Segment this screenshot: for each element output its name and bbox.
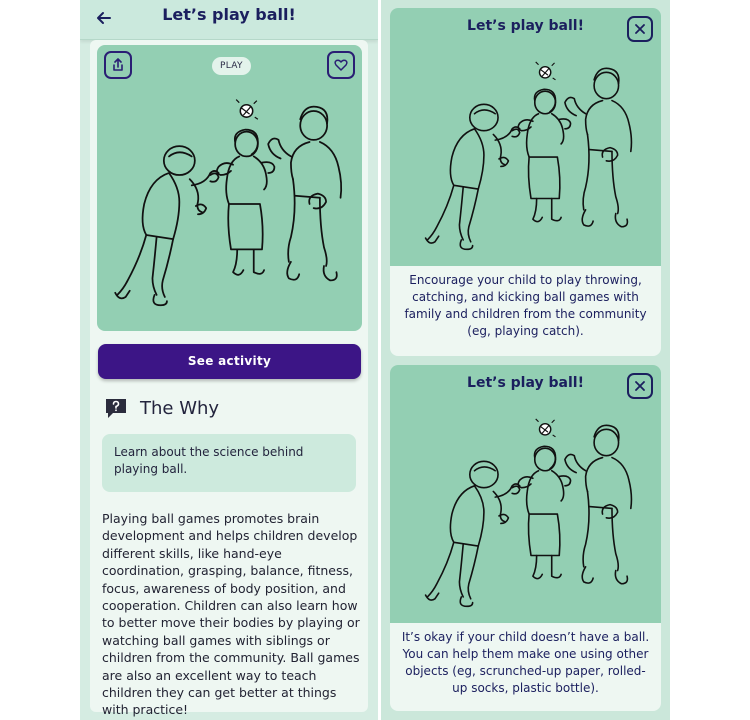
kids-playing-ball-illustration	[418, 415, 644, 615]
close-button[interactable]	[627, 373, 653, 399]
heart-icon	[334, 58, 348, 72]
activity-card	[90, 40, 368, 718]
activity-step-card-1	[390, 8, 661, 356]
step-title: Let’s play ball!	[467, 18, 584, 34]
share-icon	[111, 58, 125, 72]
close-icon	[635, 24, 645, 34]
favorite-button[interactable]	[327, 51, 355, 79]
step-title: Let’s play ball!	[467, 375, 584, 391]
activity-hero	[97, 45, 362, 331]
close-icon	[635, 381, 645, 391]
activity-detail-screen	[80, 0, 378, 720]
see-activity-button[interactable]: See activity	[98, 344, 361, 379]
why-body-text: Playing ball games promotes brain development and helps children develop different skills, like hand-eye coordination, grasping, balance, fitness, focus, awareness of body position, and cooperation. Children can also learn how to better move their bodies by playing or watching ball games with siblings or children from the community. Ball games are also an excellent way to teach children they can get better at things with practice!	[102, 511, 360, 718]
close-button[interactable]	[627, 16, 653, 42]
app-header	[80, 0, 378, 40]
why-section-header	[104, 395, 219, 421]
why-title: The Why	[140, 397, 220, 419]
category-badge: PLAY	[212, 57, 251, 75]
science-callout[interactable]: Learn about the science behind playing ball.	[102, 434, 356, 492]
page-title: Let’s play ball!	[162, 5, 296, 24]
kids-playing-ball-illustration	[107, 89, 355, 321]
step-illustration-area	[390, 365, 661, 623]
step-description: It’s okay if your child doesn’t have a ball. You can help them make one using other objects (eg, scrunched-up paper, rolled-up socks, plastic bottle).	[401, 630, 650, 695]
step-description: Encourage your child to play throwing, catching, and kicking ball games with family and children from the community (eg, playing catch).	[404, 273, 647, 338]
activity-step-card-2	[390, 365, 661, 711]
speech-bubble-question-icon	[104, 396, 128, 420]
step-illustration-area	[390, 8, 661, 266]
share-button[interactable]	[104, 51, 132, 79]
kids-playing-ball-illustration	[418, 58, 644, 258]
